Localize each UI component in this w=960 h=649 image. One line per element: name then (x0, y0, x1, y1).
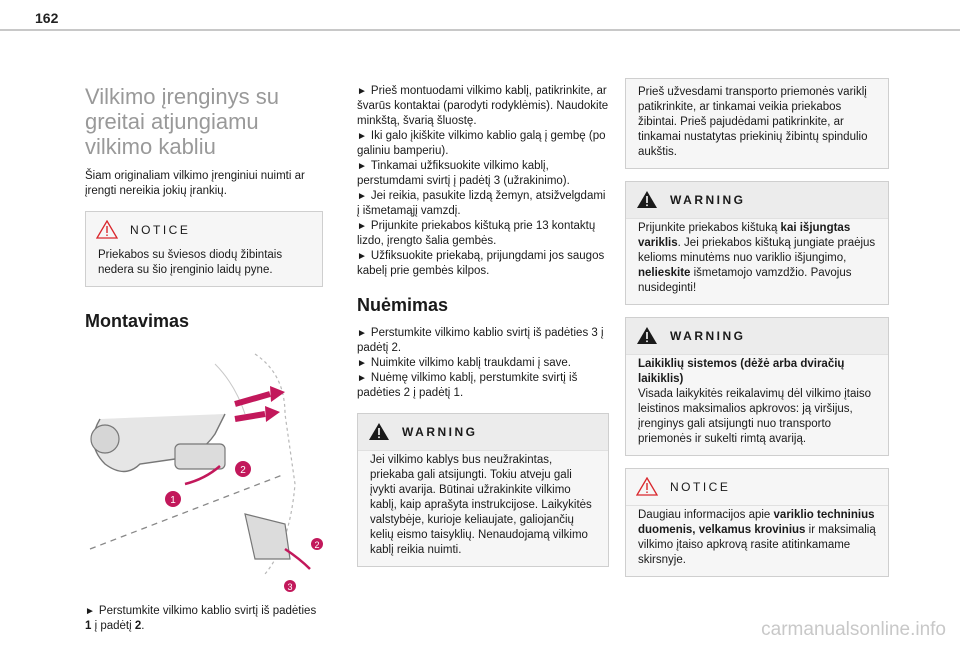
warning-carrier-title: Laikiklių sistemos (dėžė arba dviračių laikiklis) (638, 358, 845, 385)
section-title-montavimas: Montavimas (85, 311, 190, 331)
bullet-arrow-icon: ► (357, 251, 367, 262)
bullet-arrow-icon: ► (357, 161, 367, 172)
install-step-2: ► Iki galo įkiškite vilkimo kablio galą į gembę (po galiniu bamperiu). (357, 130, 606, 157)
warning-box-carrier (625, 317, 889, 456)
notice-box-info (625, 468, 889, 577)
svg-text:2: 2 (240, 465, 246, 476)
warning-text: Jei vilkimo kablys bus neužrakintas, priekaba gali atsijungti. Tokiu atveju gali įvykti avarija. Būtinai užrakinkite vilkimo kablį, kaip aprašyta instrukcijose. Laikykitės valstybėje, kurioje keliaujate, galiojančių kelių eismo taisyklių. Nenaudojamą vilkimo kablį reikia nuimti. (370, 454, 592, 556)
notice-box (85, 211, 323, 287)
install-step-4: ► Jei reikia, pasukite lizdą žemyn, atsižvelgdami į išmetamąjį vamzdį. (357, 190, 606, 217)
remove-step-1: ► Perstumkite vilkimo kablio svirtį iš padėties 3 į padėtį 2. (357, 327, 604, 354)
column-2 (357, 84, 609, 579)
notice-info-text: Daugiau informacijos apie variklio techninius duomenis, velkamus krovinius ir maksimalią vilkimo įtaiso apkrovą rasite atitinkamame skirsnyje. (638, 509, 876, 566)
install-step-3: ► Tinkamai užfiksuokite vilkimo kablį, perstumdami svirtį į padėtį 3 (užrakinimo). (357, 160, 570, 187)
svg-text:1: 1 (170, 495, 176, 506)
warning-label: WARNING (670, 328, 746, 343)
column-1 (85, 76, 323, 634)
page-title: Vilkimo įrenginys su greitai atjungiamu vilkimo kabliu (85, 84, 280, 159)
towbar-drawing (85, 344, 323, 592)
svg-text:2: 2 (314, 540, 320, 550)
intro-text: Šiam originaliam vilkimo įrenginiui nuimti ar įrengti nereikia jokių įrankių. (85, 170, 305, 197)
bullet-arrow-icon: ► (357, 131, 367, 142)
warning-carrier-text: Visada laikykitės reikalavimų dėl vilkimo įtaiso leistinos maksimalios apkrovos: ją viršijus, įrenginys gali atsijungti nuo transporto priemonės ir sukelti rimtą avariją. (638, 388, 872, 445)
warning-label: WARNING (670, 192, 746, 207)
warning-box (357, 413, 609, 567)
notice-triangle-icon (636, 477, 658, 496)
lights-check-box (625, 78, 889, 169)
bullet-arrow-icon: ► (357, 358, 367, 369)
step-move-lever: ► Perstumkite vilkimo kablio svirtį iš padėties 1 į padėtį 2. (85, 605, 317, 632)
bullet-arrow-icon: ► (357, 191, 367, 202)
bullet-arrow-icon: ► (357, 86, 367, 97)
bullet-arrow-icon: ► (357, 221, 367, 232)
notice-triangle-icon (96, 220, 118, 239)
warning-triangle-icon (368, 422, 390, 441)
install-step-1: ► Prieš montuodami vilkimo kablį, patikrinkite, ar švarūs kontaktai (parodyti rodyklėmis). Naudokite minkštą, švarią šluostę. (357, 85, 609, 127)
section-title-nuemimas: Nuėmimas (357, 295, 449, 315)
bullet-arrow-icon: ► (85, 606, 95, 617)
towbar-illustration (85, 344, 323, 592)
remove-step-3: ► Nuėmę vilkimo kablį, perstumkite svirtį iš padėties 2 į padėtį 1. (357, 372, 578, 399)
lights-check-text: Prieš užvesdami transporto priemonės variklį patikrinkite, ar tinkamai veikia priekabos žibintai. Prieš pajudėdami patikrinkite, ar tinkamai nustatytas priekinių žibintų spindulio aukštis. (638, 86, 868, 158)
notice-label: NOTICE (670, 479, 731, 494)
install-step-6: ► Užfiksuokite priekabą, prijungdami jos saugos kabelį prie gembės kilpos. (357, 250, 605, 277)
column-3 (625, 78, 889, 589)
bullet-arrow-icon: ► (357, 373, 367, 384)
page-number: 162 (35, 10, 59, 26)
remove-step-2: ► Nuimkite vilkimo kablį traukdami į save. (357, 357, 571, 369)
warning-triangle-icon (636, 326, 658, 345)
warning-plug-text: Prijunkite priekabos kištuką kai išjungtas variklis. Jei priekabos kištuką jungiate praėjus kelioms minutėms nuo variklio išjungimo, nelieskite išmetamojo vamzdžio. Pavojus nusideginti! (638, 222, 876, 294)
install-step-5: ► Prijunkite priekabos kištuką prie 13 kontaktų lizdo, įrengto šalia gembės. (357, 220, 596, 247)
bullet-arrow-icon: ► (357, 328, 367, 339)
header-rule (0, 29, 960, 31)
warning-box-plug (625, 181, 889, 305)
watermark: carmanualsonline.info (761, 619, 946, 640)
notice-label: NOTICE (130, 222, 191, 237)
warning-triangle-icon (636, 190, 658, 209)
notice-text: Priekabos su šviesos diodų žibintais nedera su šio įrenginio laidų pyne. (98, 249, 283, 276)
svg-text:3: 3 (287, 582, 293, 592)
warning-label: WARNING (402, 424, 478, 439)
